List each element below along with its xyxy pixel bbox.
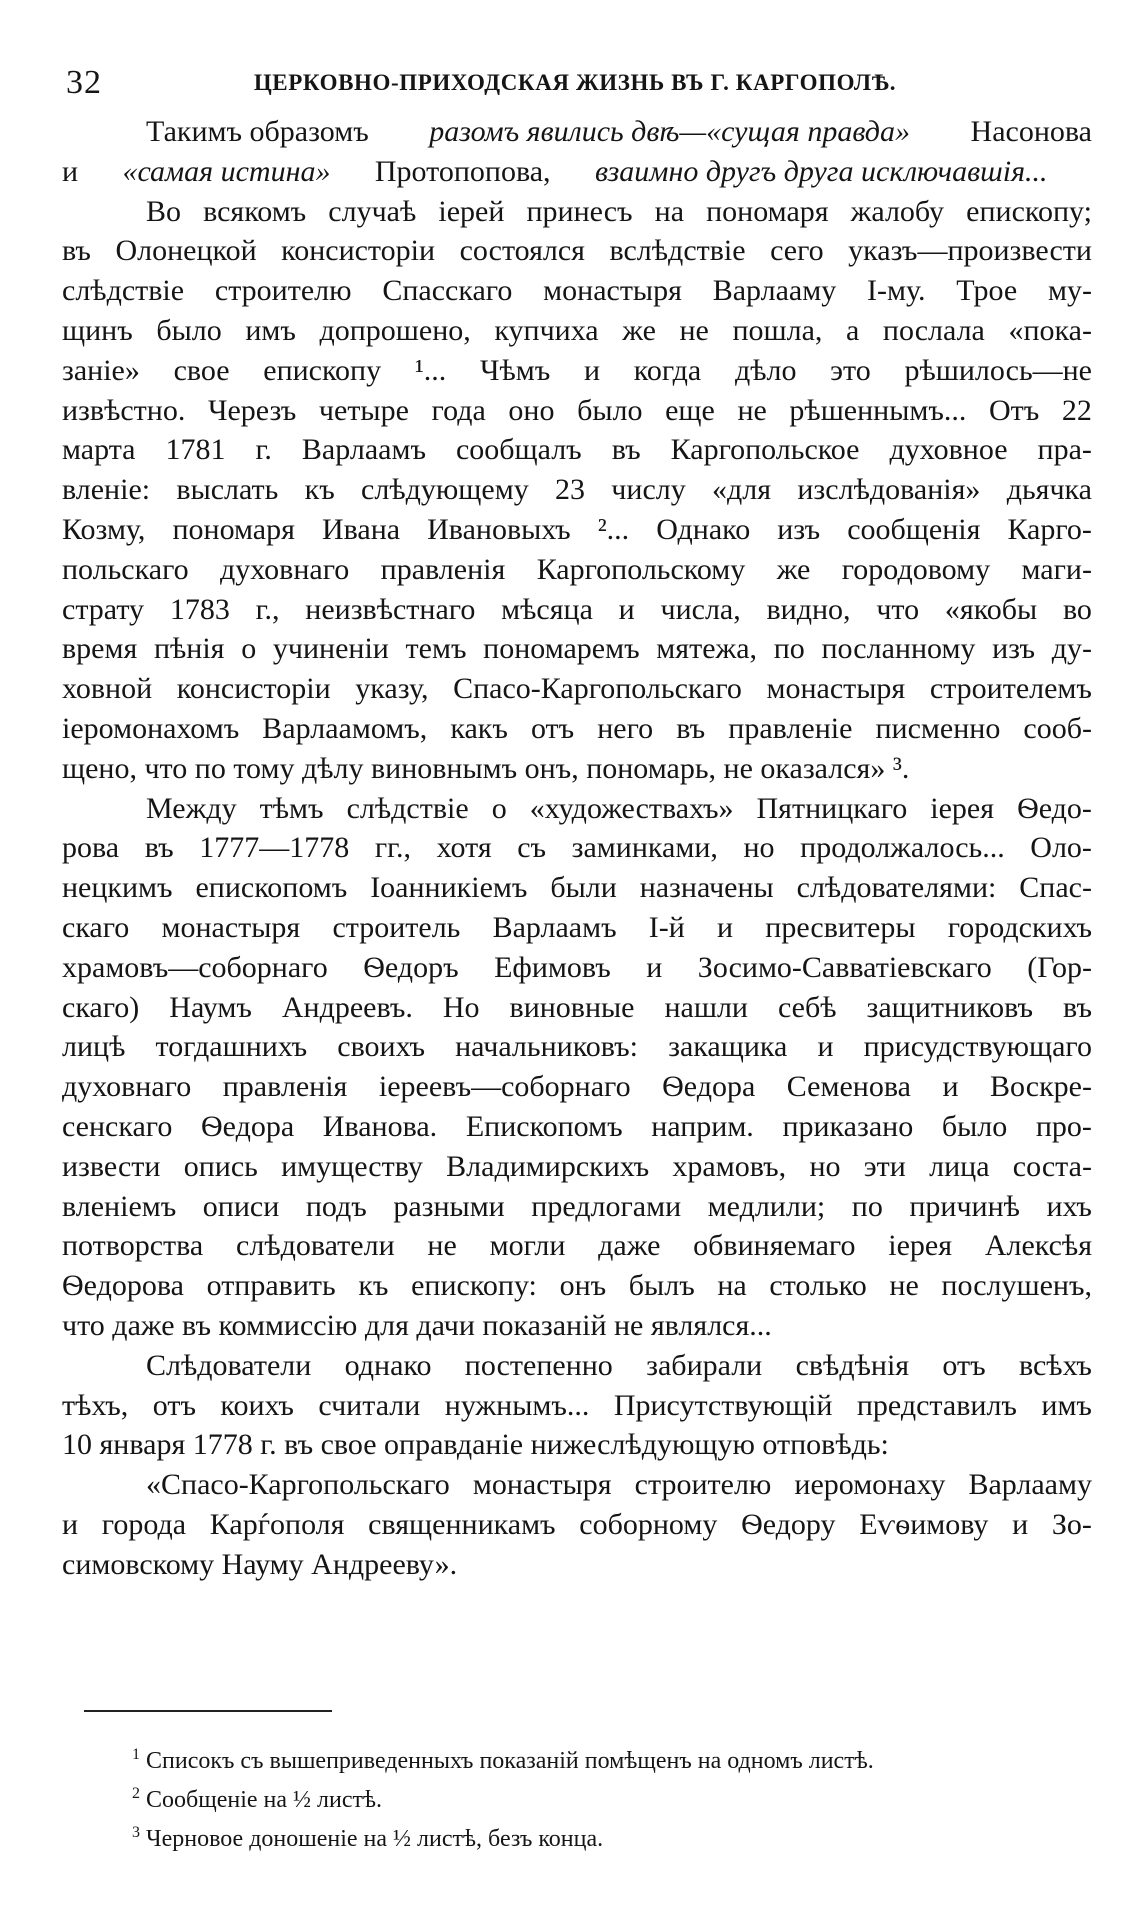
text-line — [62, 629, 1092, 669]
text-line — [62, 908, 1092, 948]
text-fragment: ховной консисторіи указу, Спасо-Каргопольскаго монастыря строителемъ — [62, 672, 1092, 706]
footnote-marker: 2 — [132, 1785, 140, 1802]
text-line — [62, 351, 1092, 391]
text-line — [62, 271, 1092, 311]
text-fragment: сенскаго Ѳедора Иванова. Епископомъ наприм. приказано было про- — [62, 1109, 1092, 1143]
text-fragment: и — [62, 154, 79, 188]
footnote — [132, 1742, 1062, 1781]
text-line — [62, 1306, 1092, 1346]
text-fragment: заніе» свое епископу ¹... Чѣмъ и когда дѣло это рѣшилось—не — [62, 353, 1092, 387]
text-fragment: духовнаго правленія іереевъ—соборнаго Ѳедора Семенова и Воскре- — [62, 1070, 1092, 1104]
text-fragment: марта 1781 г. Варлаамъ сообщалъ въ Каргопольское духовное пра- — [62, 433, 1092, 467]
text-fragment: іеромонахомъ Варлаамомъ, какъ отъ него въ правленіе писменно сооб- — [62, 711, 1092, 745]
text-line — [62, 192, 1092, 232]
text-line — [62, 709, 1092, 749]
text-line — [62, 988, 1092, 1028]
text-line — [62, 1465, 1092, 1505]
footnote — [132, 1820, 1062, 1859]
text-fragment: потворства слѣдователи не могли даже обвиняемаго іерея Алексѣя — [62, 1229, 1092, 1263]
text-fragment: скаго) Наумъ Андреевъ. Но виновные нашли себѣ защитниковъ въ — [62, 990, 1092, 1024]
text-line — [62, 1226, 1092, 1266]
body-text — [62, 112, 1092, 1584]
text-line — [62, 1545, 1092, 1585]
text-fragment: и города Карѓополя священникамъ соборному Ѳедору Еѵѳимову и Зо- — [62, 1507, 1092, 1541]
text-fragment: Такимъ образомъ — [146, 115, 369, 148]
text-line — [62, 590, 1092, 630]
text-fragment: храмовъ—соборнаго Ѳедоръ Ефимовъ и Зосимо-Савватіевскаго (Гор- — [62, 950, 1092, 984]
text-fragment: Козму, пономаря Ивана Ивановыхъ ²... Однако изъ сообщенія Карго- — [62, 512, 1092, 546]
text-fragment: Во всякомъ случаѣ іерей принесъ на пономаря жалобу епископу; — [146, 194, 1092, 228]
text-fragment: нецкимъ епископомъ Іоанникіемъ были назначены слѣдователями: Спас- — [62, 871, 1092, 905]
text-line — [62, 1386, 1092, 1426]
text-fragment: 10 января 1778 г. въ свое оправданіе нижеслѣдующую отповѣдь: — [62, 1428, 889, 1462]
text-line — [62, 112, 1092, 152]
footnote-text: Черновое доношеніе на ½ листѣ, безъ конца. — [146, 1826, 604, 1852]
text-fragment: щено, что по тому дѣлу виновнымъ онъ, пономарь, не оказался» ³. — [62, 751, 910, 785]
text-fragment: извѣстно. Черезъ четыре года оно было еще не рѣшеннымъ... Отъ 22 — [62, 393, 1092, 427]
text-fragment: Ѳедорова отправить къ епископу: онъ былъ на столько не послушенъ, — [62, 1269, 1092, 1303]
text-line — [62, 1425, 1092, 1465]
footnote — [132, 1781, 1062, 1820]
text-line — [62, 1266, 1092, 1306]
text-fragment: рова въ 1777—1778 гг., хотя съ заминками, но продолжалось... Оло- — [62, 831, 1092, 865]
text-fragment: слѣдствіе строителю Спасскаго монастыря Варлааму І-му. Трое му- — [62, 274, 1092, 308]
text-fragment: вленіе: выслать къ слѣдующему 23 числу «для изслѣдованія» дьячка — [62, 473, 1092, 507]
text-fragment: Насонова — [970, 115, 1092, 148]
footnote-text: Сообщеніе на ½ листѣ. — [146, 1787, 383, 1813]
text-fragment: время пѣнія о учиненіи темъ пономаремъ мятежа, по посланному изъ ду- — [62, 632, 1092, 666]
text-fragment: Слѣдователи однако постепенно забирали свѣдѣнія отъ всѣхъ — [146, 1348, 1092, 1382]
text-line — [62, 789, 1092, 829]
text-line — [62, 1027, 1092, 1067]
running-head: ЦЕРКОВНО-ПРИХОДСКАЯ ЖИЗНЬ ВЪ Г. КАРГОПОЛѢ. — [253, 70, 897, 95]
text-fragment: «Спасо-Каргопольскаго монастыря строителю иеромонаху Варлааму — [146, 1468, 1092, 1502]
text-line — [62, 868, 1092, 908]
footnote-marker: 1 — [132, 1746, 140, 1763]
text-line — [62, 510, 1092, 550]
footnotes — [132, 1742, 1062, 1859]
text-line — [62, 1067, 1092, 1107]
text-fragment: польскаго духовнаго правленія Каргопольскому же городовому маги- — [62, 552, 1092, 586]
text-line — [62, 948, 1092, 988]
text-line — [62, 311, 1092, 351]
text-line — [62, 749, 1092, 789]
text-line — [62, 1147, 1092, 1187]
text-fragment: симовскому Науму Андрееву». — [62, 1547, 458, 1581]
text-line — [62, 391, 1092, 431]
text-fragment: Между тѣмъ слѣдствіе о «художествахъ» Пятницкаго іерея Ѳедо- — [146, 791, 1092, 825]
text-line — [62, 828, 1092, 868]
italic-fragment: «самая истина» — [122, 154, 331, 188]
text-fragment: скаго монастыря строитель Варлаамъ І-й и пресвитеры городскихъ — [62, 910, 1092, 944]
text-fragment: тѣхъ, отъ коихъ считали нужнымъ... Присутствующій представилъ имъ — [62, 1388, 1092, 1422]
italic-fragment: разомъ явились двѣ—«сущая правда» — [429, 115, 910, 148]
footnote-marker: 3 — [132, 1824, 140, 1841]
text-line — [62, 470, 1092, 510]
text-fragment: лицѣ тогдашнихъ своихъ начальниковъ: закащика и присудствующаго — [62, 1030, 1092, 1064]
text-fragment: вленіемъ описи подъ разными предлогами медлили; по причинѣ ихъ — [62, 1189, 1092, 1223]
text-fragment: въ Олонецкой консисторіи состоялся вслѣдствіе сего указъ—произвести — [62, 234, 1092, 268]
text-fragment: щинъ было имъ допрошено, купчиха же не пошла, а послала «пока- — [62, 313, 1092, 347]
text-line — [62, 152, 1092, 192]
text-line — [62, 231, 1092, 271]
text-line — [62, 1505, 1092, 1545]
page-number: 32 — [66, 64, 102, 101]
italic-fragment: взаимно другъ друга исключавшія... — [594, 154, 1048, 188]
text-fragment: Протопопова, — [374, 154, 551, 188]
text-fragment: страту 1783 г., неизвѣстнаго мѣсяца и числа, видно, что «якобы во — [62, 592, 1092, 626]
text-line — [62, 430, 1092, 470]
text-line — [62, 1187, 1092, 1227]
footnote-text: Списокъ съ вышеприведенныхъ показаній помѣщенъ на одномъ листѣ. — [146, 1748, 874, 1774]
text-line — [62, 669, 1092, 709]
text-fragment: извести опись имуществу Владимирскихъ храмовъ, но эти лица соста- — [62, 1149, 1092, 1183]
footnote-divider — [84, 1710, 332, 1712]
text-line — [62, 1346, 1092, 1386]
text-line — [62, 1107, 1092, 1147]
text-line — [62, 550, 1092, 590]
text-fragment: что даже въ коммиссію для дачи показаній не являлся... — [62, 1308, 772, 1342]
